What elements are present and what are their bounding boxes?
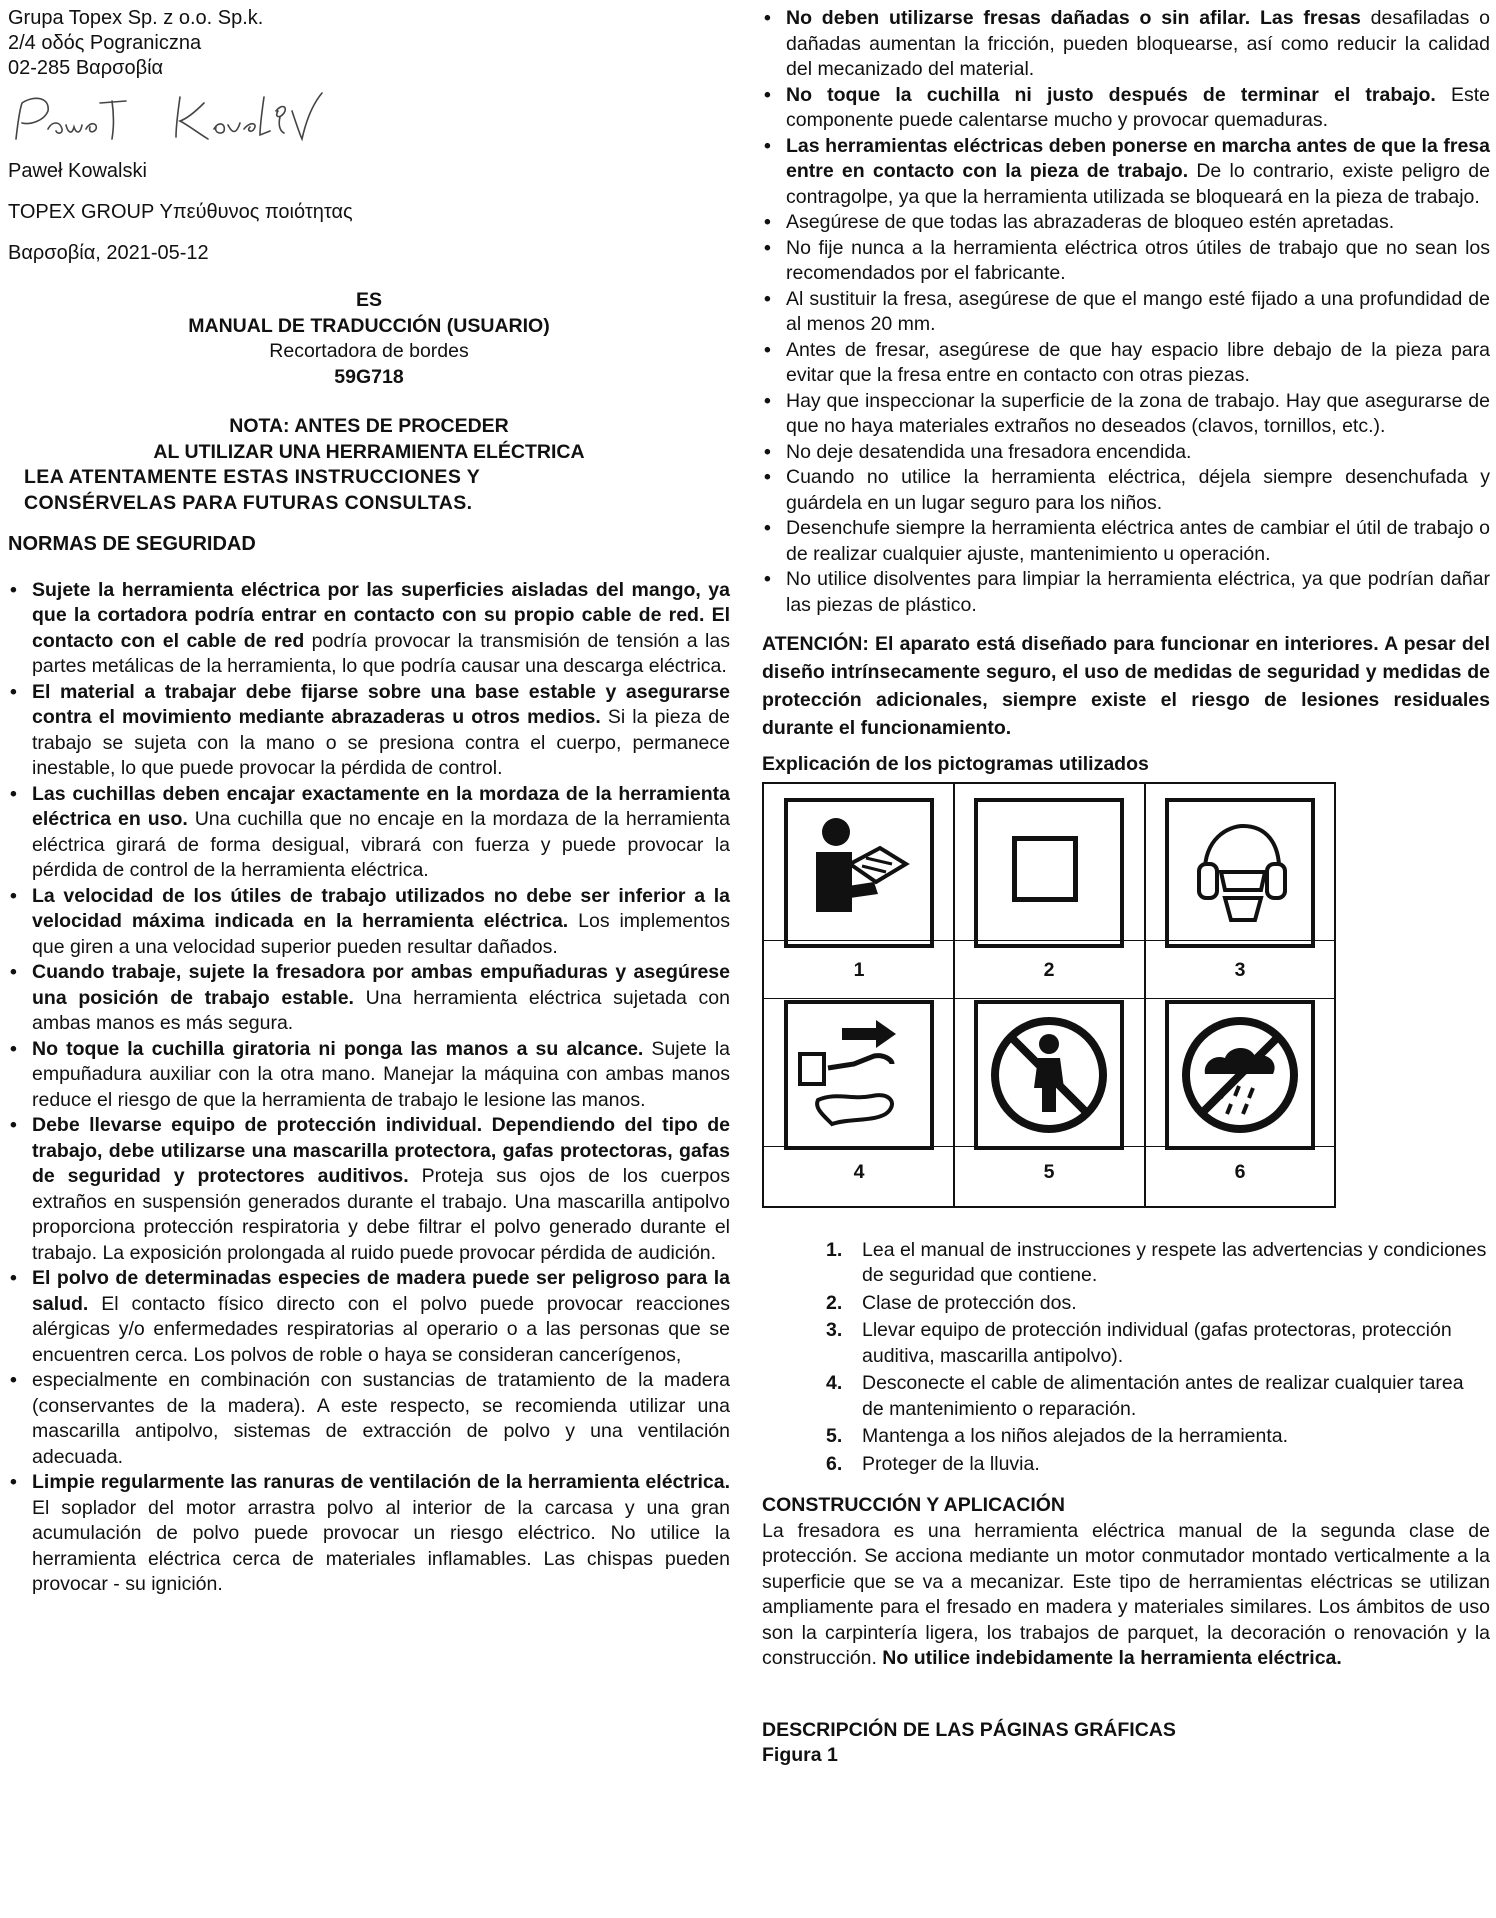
- safety-rule-item: [8, 1266, 730, 1368]
- right-safety-list: [762, 6, 1490, 618]
- pictogram-legend: [826, 1238, 1490, 1478]
- safety-title: NORMAS DE SEGURIDAD: [8, 533, 256, 555]
- safety-rule-item: [8, 680, 730, 782]
- safety-rule-text: Una herramienta eléctrica sujetada con ambas manos es más segura.: [32, 986, 730, 1034]
- protect-from-rain-icon: [1165, 1000, 1315, 1150]
- safety-rule-item: [762, 440, 1490, 466]
- signature-drawing: [8, 81, 348, 159]
- title-block: [8, 288, 730, 390]
- right-column: [762, 0, 1490, 1769]
- pictogram-number: 3: [1234, 958, 1246, 981]
- signature: [8, 81, 730, 159]
- pictogram-cell: [1145, 784, 1335, 984]
- left-safety-list: [8, 578, 730, 1598]
- signer-role: TOPEX GROUP Υπεύθυνος ποιότητας: [8, 201, 353, 223]
- safety-rule-text: desafiladas o dañadas aumentan la fricción, pueden bloquearse, así como reducir la calidad del mecanizado del material.: [786, 7, 1490, 80]
- legend-number: 3.: [826, 1319, 843, 1341]
- unplug-icon: [784, 1000, 934, 1150]
- pictogram-number: 4: [853, 1160, 865, 1183]
- safety-rule-item: [762, 287, 1490, 338]
- safety-rule-emphasis: El material a trabajar debe fijarse sobre una base estable y asegurarse contra el movimiento mediante abrazaderas u otros medios.: [32, 680, 730, 728]
- safety-rule-item: [762, 6, 1490, 83]
- pictograms-title: Explicación de los pictogramas utilizados: [762, 753, 1149, 775]
- pictogram-cell: [1145, 1000, 1335, 1186]
- safety-rule-emphasis: No deben utilizarse fresas dañadas o sin afilar. Las fresas: [786, 7, 1361, 29]
- safety-rule-item: [8, 1037, 730, 1114]
- safety-rule-emphasis: No toque la cuchilla giratoria ni ponga las manos a su alcance.: [32, 1037, 644, 1060]
- legend-number: 2.: [826, 1291, 843, 1314]
- safety-rule-text: Este componente puede calentarse mucho y provocar quemaduras.: [786, 83, 1491, 131]
- pictogram-number: 2: [1043, 958, 1055, 981]
- construction-title: CONSTRUCCIÓN Y APLICACIÓN: [762, 1494, 1065, 1516]
- read-manual-icon: [784, 798, 934, 948]
- document-date: Βαρσοβία, 2021-05-12: [8, 242, 209, 264]
- attention-note: ATENCIÓN: El aparato está diseñado para funcionar en interiores. A pesar del diseño intrínsecamente seguro, el uso de medidas de seguridad y medidas de protección adicionales, siempre existe el riesgo de lesiones residuales durante el funcionamiento.: [762, 633, 1490, 739]
- note-line-4: CONSÉRVELAS PARA FUTURAS CONSULTAS.: [24, 491, 473, 514]
- safety-rule-item: [8, 960, 730, 1037]
- legend-item: [826, 1238, 1490, 1289]
- safety-rule-item: [8, 884, 730, 961]
- legend-number: 5.: [826, 1425, 843, 1447]
- safety-rule-item: [762, 236, 1490, 287]
- safety-rule-text: Hay que inspeccionar la superficie de la zona de trabajo. Hay que asegurarse de que no haya materiales extraños no deseados (clavos, tornillos, etc.).: [786, 389, 1490, 437]
- safety-rule-text: No utilice disolventes para limpiar la herramienta eléctrica, ya que podrían dañar las piezas de plástico.: [786, 568, 1490, 616]
- safety-rule-text: No fije nunca a la herramienta eléctrica otros útiles de trabajo que no sean los recomendados por el fabricante.: [786, 236, 1490, 284]
- legend-text: Llevar equipo de protección individual (gafas protectoras, protección auditiva, mascarilla antipolvo).: [862, 1319, 1452, 1367]
- safety-rule-text: especialmente en combinación con sustancias de tratamiento de la madera (conservantes de la madera). A este respecto, se recomienda utilizar una mascarilla antipolvo, sistemas de extracción de polvo y una ventilación adecuada.: [32, 1369, 730, 1468]
- pictogram-grid: [762, 782, 1336, 1208]
- legend-text: Proteger de la lluvia.: [862, 1452, 1040, 1475]
- legend-number: 6.: [826, 1452, 843, 1475]
- pictogram-cell: [954, 1000, 1144, 1186]
- note-line-2: AL UTILIZAR UNA HERRAMIENTA ELÉCTRICA: [153, 440, 585, 463]
- note-block: [8, 414, 730, 516]
- safety-rule-item: [762, 389, 1490, 440]
- description-title: DESCRIPCIÓN DE LAS PÁGINAS GRÁFICAS: [762, 1718, 1176, 1741]
- legend-item: [826, 1291, 1490, 1317]
- pictogram-number: 6: [1234, 1160, 1246, 1183]
- company-city: 02-285 Βαρσοβία: [8, 57, 164, 79]
- safety-rule-item: [762, 465, 1490, 516]
- note-line-1: NOTA: ANTES DE PROCEDER: [229, 415, 509, 437]
- class-ii-insulation-icon: [974, 798, 1124, 948]
- legend-item: [826, 1318, 1490, 1369]
- legend-number: 1.: [826, 1238, 843, 1261]
- safety-rule-text: Una cuchilla que no encaje en la mordaza de la herramienta eléctrica girará de forma desigual, vibrará con fuerza y puede provocar la pérdida de control de la herramienta eléctrica.: [32, 808, 730, 881]
- construction-text: [762, 1519, 1490, 1672]
- safety-rule-text: El contacto físico directo con el polvo puede provocar reacciones alérgicas y/o enfermedades respiratorias al operario o a las personas que se encuentren cerca. Los polvos de roble o haya se consideran cancerígenos,: [32, 1292, 730, 1366]
- language-code: ES: [355, 289, 382, 311]
- legend-text: Mantenga a los niños alejados de la herramienta.: [862, 1425, 1289, 1447]
- manual-title: MANUAL DE TRADUCCIÓN (USUARIO): [188, 314, 550, 337]
- safety-rule-text: Proteja sus ojos de los cuerpos extraños en suspensión generados durante el trabajo. Una mascarilla antipolvo proporciona protección respiratoria y debe filtrar el polvo generado durante el trabajo. La exposición prolongada al ruido puede provocar pérdida de audición.: [32, 1165, 730, 1264]
- pictogram-cell: [764, 1000, 954, 1186]
- safety-rule-emphasis: Las herramientas eléctricas deben ponerse en marcha antes de que la fresa entre en contacto con la pieza de trabajo.: [786, 134, 1490, 182]
- safety-rule-text: Asegúrese de que todas las abrazaderas de bloqueo estén apretadas.: [786, 211, 1395, 233]
- legend-item: [826, 1424, 1490, 1450]
- safety-rule-emphasis: El polvo de determinadas especies de madera puede ser peligroso para la salud.: [32, 1267, 730, 1315]
- legend-number: 4.: [826, 1372, 843, 1394]
- legend-text: Lea el manual de instrucciones y respete las advertencias y condiciones de seguridad que contiene.: [862, 1238, 1487, 1286]
- company-street: 2/4 οδός Pograniczna: [8, 32, 202, 54]
- pictogram-number: 5: [1043, 1160, 1055, 1183]
- construction-warning: No utilice indebidamente la herramienta eléctrica.: [876, 1647, 1342, 1669]
- safety-rule-item: [8, 1470, 730, 1598]
- safety-rule-item: [762, 567, 1490, 618]
- safety-rule-text: Desenchufe siempre la herramienta eléctrica antes de cambiar el útil de trabajo o de realizar cualquier ajuste, mantenimiento u operación.: [786, 517, 1490, 565]
- safety-rule-emphasis: Sujete la herramienta eléctrica por las superficies aisladas del mango, ya que la cortadora podría entrar en contacto con su propio cable de red. El contacto con el cable de red: [32, 578, 730, 652]
- safety-rule-item: [762, 210, 1490, 236]
- figure-label: Figura 1: [762, 1744, 838, 1766]
- safety-rule-emphasis: Limpie regularmente las ranuras de ventilación de la herramienta eléctrica.: [32, 1471, 730, 1493]
- left-column: [8, 0, 730, 1598]
- product-name: Recortadora de bordes: [269, 340, 469, 362]
- construction-body: La fresadora es una herramienta eléctrica manual de la segunda clase de protección. Se acciona mediante un motor conmutador montado verticalmente a la superficie que se va a mecanizar. Este tipo de herramientas eléctricas se utilizan ampliamente para el fresado en madera y materiales similares. Los ámbitos de uso son la carpintería ligera, los trabajos de parquet, la decoración o renovación y la construcción.: [762, 1519, 1490, 1669]
- safety-rule-emphasis: Cuando trabaje, sujete la fresadora por ambas empuñaduras y asegúrese una posición de trabajo estable.: [32, 961, 730, 1009]
- safety-rule-emphasis: No toque la cuchilla ni justo después de terminar el trabajo.: [786, 83, 1436, 106]
- safety-rule-text: Sujete la empuñadura auxiliar con la otra mano. Manejar la máquina con ambas manos reduce el riesgo de que la herramienta de trabajo le lesione las manos.: [32, 1037, 730, 1111]
- signer-name: Paweł Kowalski: [8, 160, 147, 182]
- legend-text: Clase de protección dos.: [862, 1291, 1077, 1314]
- safety-rule-emphasis: Debe llevarse equipo de protección individual. Dependiendo del tipo de trabajo, debe utilizarse una mascarilla protectora, gafas protectoras, gafas de seguridad y protectores auditivos.: [32, 1114, 730, 1187]
- safety-rule-emphasis: Las cuchillas deben encajar exactamente en la mordaza de la herramienta eléctrica en uso.: [32, 782, 730, 830]
- safety-rule-item: [762, 338, 1490, 389]
- safety-rule-text: No deje desatendida una fresadora encendida.: [786, 440, 1192, 463]
- safety-rule-text: Los implementos que giren a una velocidad superior pueden resultar dañados.: [32, 910, 730, 958]
- legend-item: [826, 1371, 1490, 1422]
- safety-rule-item: [762, 516, 1490, 567]
- safety-rule-item: [8, 1113, 730, 1266]
- pictogram-number: 1: [853, 958, 865, 981]
- model-number: 59G718: [334, 365, 404, 388]
- pictogram-cell: [954, 784, 1144, 984]
- keep-children-away-icon: [974, 1000, 1124, 1150]
- protective-equipment-icon: [1165, 798, 1315, 948]
- safety-rule-text: Antes de fresar, asegúrese de que hay espacio libre debajo de la pieza para evitar que la fresa entre en contacto con otras piezas.: [786, 338, 1490, 386]
- safety-rule-text: El soplador del motor arrastra polvo al interior de la carcasa y una gran acumulación de polvo puede provocar un riesgo eléctrico. No utilice la herramienta eléctrica cerca de materiales inflamables. Las chispas pueden provocar - su ignición.: [32, 1496, 730, 1595]
- safety-rule-item: [8, 782, 730, 884]
- company-name: Grupa Topex Sp. z o.o. Sp.k.: [8, 7, 264, 29]
- note-line-3: LEA ATENTAMENTE ESTAS INSTRUCCIONES Y: [24, 466, 481, 488]
- safety-rule-item: [762, 134, 1490, 211]
- safety-rule-item: [8, 1368, 730, 1470]
- legend-item: [826, 1452, 1490, 1478]
- safety-rule-item: [8, 578, 730, 680]
- safety-rule-text: Al sustituir la fresa, asegúrese de que el mango esté fijado a una profundidad de al menos 20 mm.: [786, 287, 1490, 335]
- safety-rule-text: podría provocar la transmisión de tensión a las partes metálicas de la herramienta, lo que podría causar una descarga eléctrica.: [32, 629, 730, 677]
- safety-rule-text: Si la pieza de trabajo se sujeta con la mano o se presiona contra el cuerpo, permanece inestable, lo que puede provocar la pérdida de control.: [32, 706, 730, 779]
- pictogram-cell: [764, 784, 954, 984]
- safety-rule-emphasis: La velocidad de los útiles de trabajo utilizados no debe ser inferior a la velocidad máxima indicada en la herramienta eléctrica.: [32, 884, 730, 932]
- safety-rule-text: De lo contrario, existe peligro de contragolpe, ya que la herramienta utilizada se bloqueará en la pieza de trabajo.: [786, 160, 1490, 208]
- safety-rule-text: Cuando no utilice la herramienta eléctrica, déjela siempre desenchufada y guárdela en un lugar seguro para los niños.: [786, 466, 1490, 514]
- legend-text: Desconecte el cable de alimentación antes de realizar cualquier tarea de mantenimiento o reparación.: [862, 1372, 1464, 1420]
- safety-rule-item: [762, 83, 1490, 134]
